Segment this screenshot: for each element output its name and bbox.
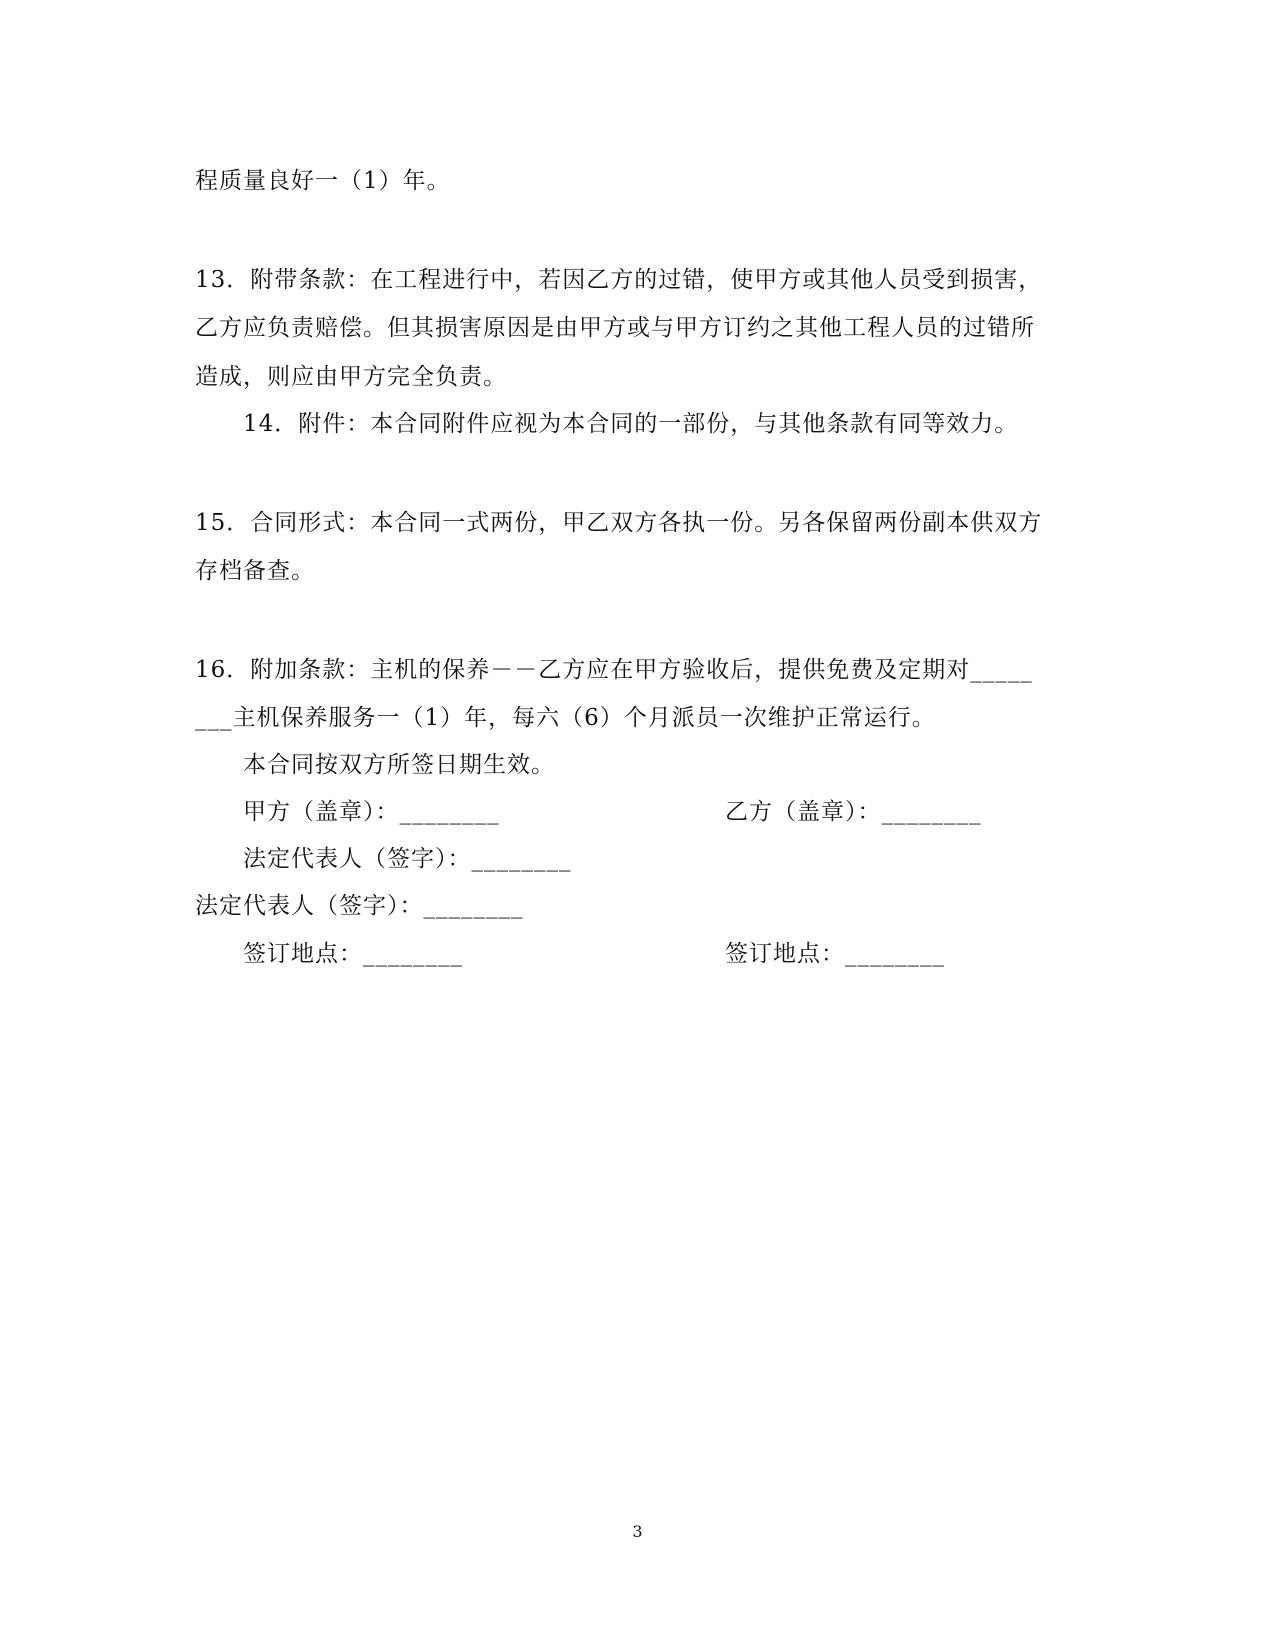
paragraph-line: 程质量良好一（1）年。 bbox=[195, 168, 451, 194]
legal-representative-a-field: 法定代表人（签字）：________ bbox=[243, 846, 572, 872]
effective-date-statement: 本合同按双方所签日期生效。 bbox=[243, 752, 555, 778]
clause-14-line: 14．附件：本合同附件应视为本合同的一部份，与其他条款有同等效力。 bbox=[243, 411, 1019, 437]
clause-16-line: ___主机保养服务一（1）年，每六（6）个月派员一次维护正常运行。 bbox=[195, 705, 936, 731]
party-b-seal-field: 乙方（盖章）：________ bbox=[725, 799, 982, 825]
party-a-seal-field: 甲方（盖章）：________ bbox=[243, 799, 500, 825]
clause-15-line: 存档备查。 bbox=[195, 558, 315, 584]
signing-place-a-field: 签订地点：________ bbox=[243, 941, 463, 967]
clause-13-line: 造成，则应由甲方完全负责。 bbox=[195, 364, 507, 390]
clause-15-line: 15．合同形式：本合同一式两份，甲乙双方各执一份。另各保留两份副本供双方 bbox=[195, 510, 1043, 536]
clause-13-line: 乙方应负责赔偿。但其损害原因是由甲方或与甲方订约之其他工程人员的过错所 bbox=[195, 315, 1035, 341]
page-number: 3 bbox=[632, 1522, 643, 1541]
signing-place-b-field: 签订地点：________ bbox=[725, 941, 945, 967]
legal-representative-b-field: 法定代表人（签字）：________ bbox=[195, 893, 524, 919]
clause-16-line: 16．附加条款：主机的保养－－乙方应在甲方验收后，提供免费及定期对_____ bbox=[195, 657, 1033, 683]
clause-13-line: 13．附带条款：在工程进行中，若因乙方的过错，使甲方或其他人员受到损害， bbox=[195, 267, 1043, 293]
